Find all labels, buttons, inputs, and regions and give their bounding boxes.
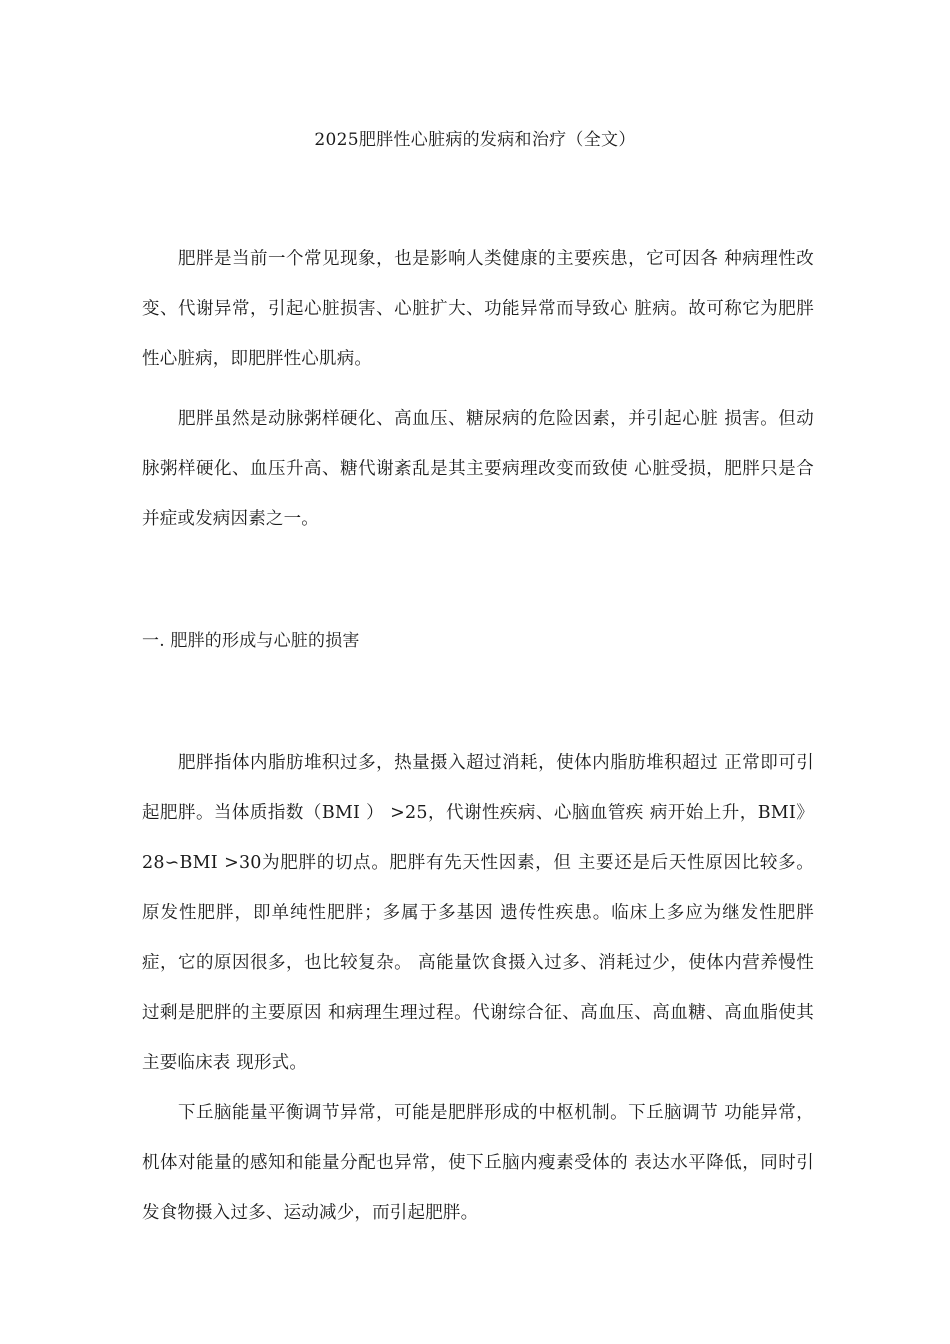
paragraph-risk-factors: 肥胖虽然是动脉粥样硬化、高血压、糖尿病的危险因素，并引起心脏 损害。但动脉粥样硬化、血压升高、糖代谢紊乱是其主要病理改变而致使 心脏受损，肥胖只是合并症或发病因素之一。: [142, 409, 814, 529]
document-title: 2025肥胖性心脏病的发病和治疗（全文）: [314, 130, 636, 150]
paragraph-obesity-definition: 肥胖指体内脂肪堆积过多，热量摄入超过消耗，使体内脂肪堆积超过 正常即可引起肥胖。当体质指数（BMI ） >25，代谢性疾病、心脑血管疾 病开始上升，BMI》28∽BMI >30为肥胖的切点。肥胖有先天性因素，但 主要还是后天性原因比较多。原发性肥胖，即单纯性肥胖；多属于多基因 遗传性疾患。临床上多应为继发性肥胖症，它的原因很多，也比较复杂。 高能量饮食摄入过多、消耗过少，使体内营养慢性过剩是肥胖的主要原因 和病理生理过程。代谢综合征、高血压、高血糖、高血脂使其主要临床表 现形式。: [142, 753, 814, 1073]
paragraph-hypothalamus: 下丘脑能量平衡调节异常，可能是肥胖形成的中枢机制。下丘脑调节 功能异常，机体对能量的感知和能量分配也异常，使下丘脑内瘦素受体的 表达水平降低，同时引发食物摄入过多、运动减少，而引起肥胖。: [142, 1103, 814, 1223]
paragraph-intro: 肥胖是当前一个常见现象，也是影响人类健康的主要疾患，它可因各 种病理性改变、代谢异常，引起心脏损害、心脏扩大、功能异常而导致心 脏病。故可称它为肥胖性心脏病，即肥胖性心肌病。: [142, 249, 814, 369]
section-heading: 一. 肥胖的形成与心脏的损害: [142, 631, 360, 651]
